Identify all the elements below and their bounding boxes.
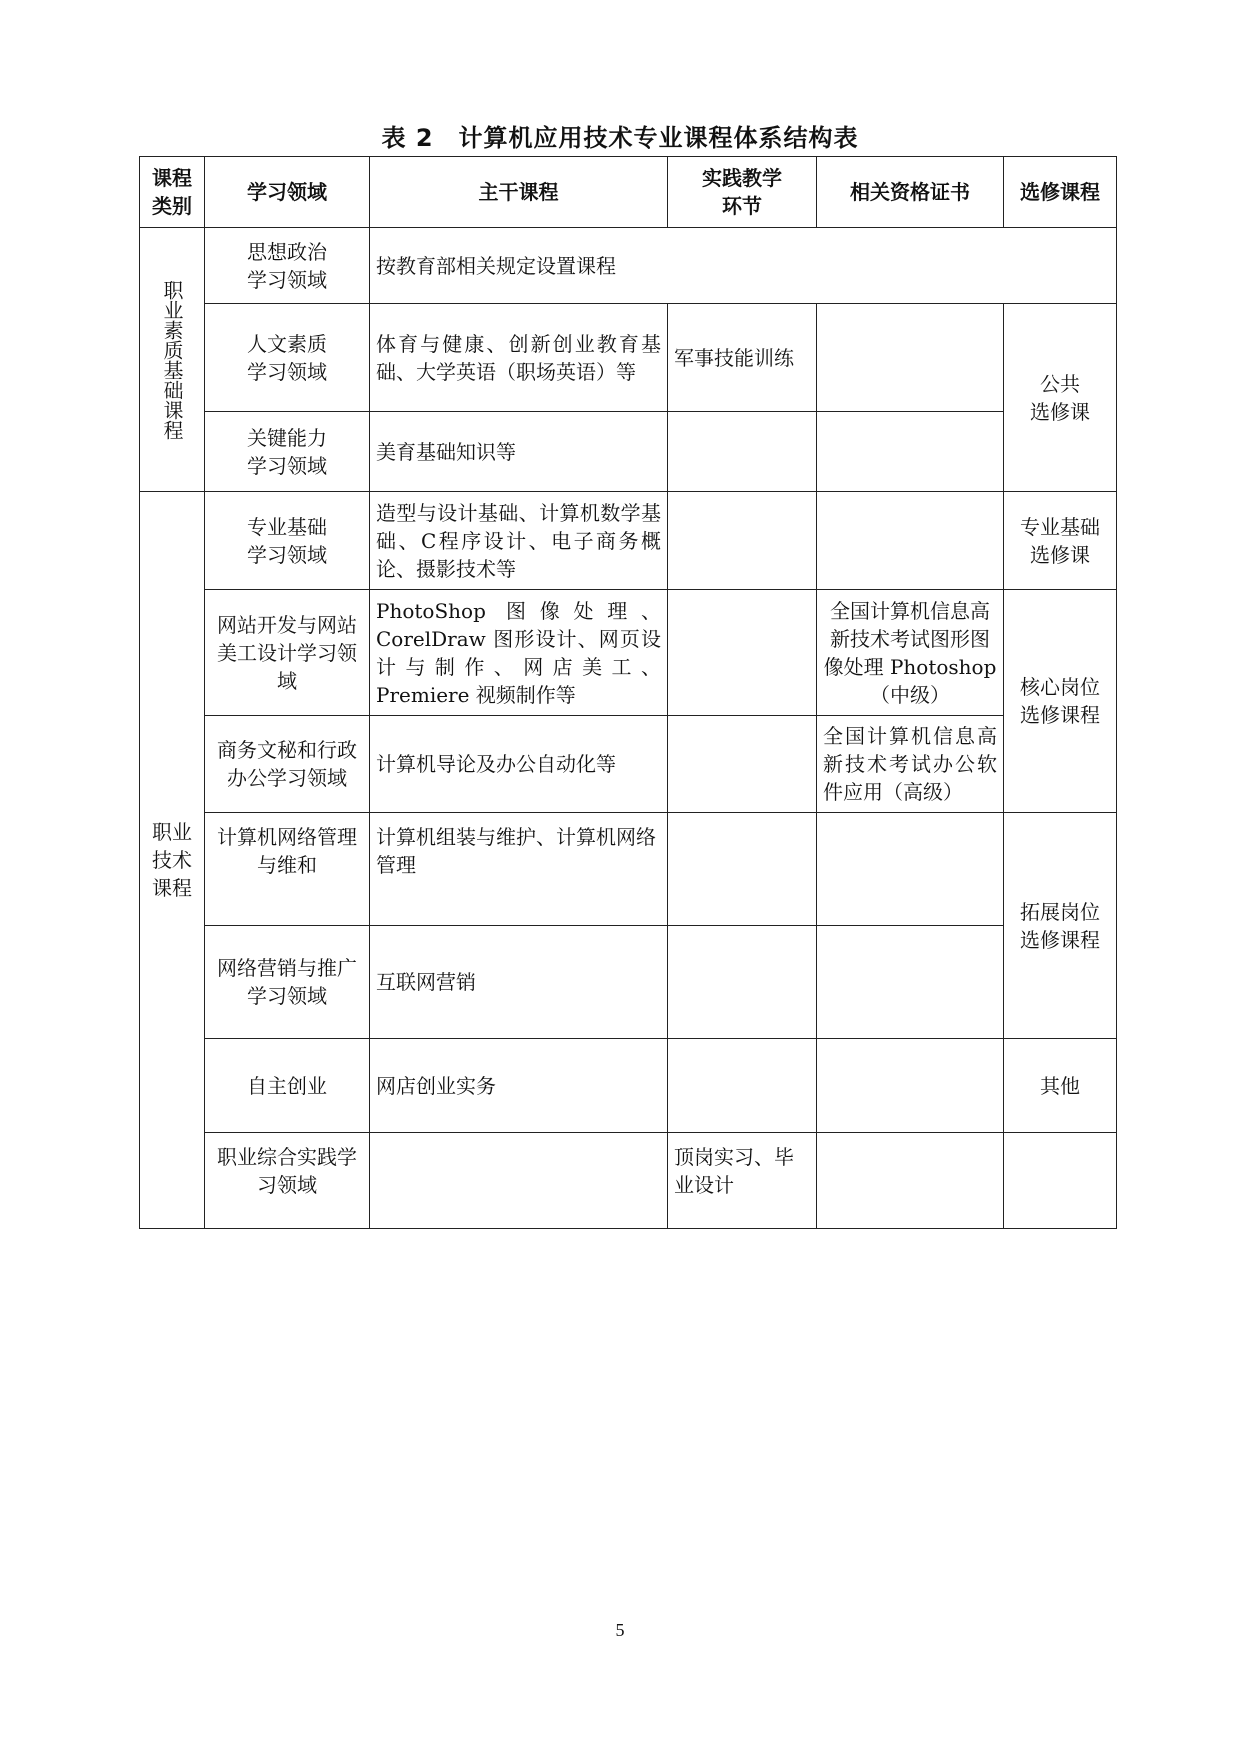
elective-cell: [1004, 1133, 1117, 1229]
domain-cell: 思想政治 学习领域: [205, 228, 370, 304]
domain-cell: 商务文秘和行政办公学习领域: [205, 716, 370, 813]
main-course-cell: 计算机组装与维护、计算机网络管理: [370, 813, 668, 926]
main-course-cell: [370, 1133, 668, 1229]
practice-cell: 顶岗实习、毕业设计: [668, 1133, 817, 1229]
table-row: [140, 492, 1117, 590]
elective-extended-cell: 拓展岗位 选修课程: [1004, 813, 1117, 1039]
certificate-cell: [817, 1039, 1004, 1133]
practice-cell: [668, 926, 817, 1039]
main-course-cell: 计算机导论及办公自动化等: [370, 716, 668, 813]
practice-cell: 军事技能训练: [668, 304, 817, 412]
practice-cell: [668, 1039, 817, 1133]
header-certificate: 相关资格证书: [817, 157, 1004, 228]
header-practice: 实践教学 环节: [668, 157, 817, 228]
certificate-cell: 全国计算机信息高新技术考试办公软件应用（高级）: [817, 716, 1004, 813]
table-row: [140, 412, 1117, 492]
table-row: [140, 1039, 1117, 1133]
main-course-cell: 互联网营销: [370, 926, 668, 1039]
main-course-cell: 按教育部相关规定设置课程: [370, 228, 1117, 304]
category-technical-cell: [140, 492, 205, 1229]
domain-cell: 人文素质 学习领域: [205, 304, 370, 412]
category-quality-cell: [140, 228, 205, 492]
header-main-courses: 主干课程: [370, 157, 668, 228]
domain-cell: 职业综合实践学习领域: [205, 1133, 370, 1229]
header-row: [140, 157, 1117, 228]
practice-cell: [668, 492, 817, 590]
page-number: 5: [615, 1620, 625, 1640]
table-row: [140, 813, 1117, 926]
certificate-cell: [817, 412, 1004, 492]
domain-cell: 计算机网络管理与维和: [205, 813, 370, 926]
header-elective: 选修课程: [1004, 157, 1117, 228]
elective-core-cell: 核心岗位 选修课程: [1004, 590, 1117, 813]
header-domain: 学习领域: [205, 157, 370, 228]
main-course-cell: 网店创业实务: [370, 1039, 668, 1133]
main-course-cell: 美育基础知识等: [370, 412, 668, 492]
table-row: [140, 926, 1117, 1039]
domain-cell: 关键能力 学习领域: [205, 412, 370, 492]
header-category: 课程 类别: [140, 157, 205, 228]
certificate-cell: 全国计算机信息高新技术考试图形图像处理 Photoshop（中级）: [817, 590, 1004, 716]
certificate-cell: [817, 304, 1004, 412]
category-quality-label: 职业素质基础课程: [160, 279, 184, 440]
certificate-cell: [817, 1133, 1004, 1229]
table-row: [140, 304, 1117, 412]
domain-cell: 自主创业: [205, 1039, 370, 1133]
table-row: [140, 1133, 1117, 1229]
practice-cell: [668, 716, 817, 813]
elective-public-cell: 公共 选修课: [1004, 304, 1117, 492]
table-title: 表 2 计算机应用技术专业课程体系结构表: [381, 124, 859, 152]
certificate-cell: [817, 926, 1004, 1039]
elective-professional-base-cell: 专业基础 选修课: [1004, 492, 1117, 590]
practice-cell: [668, 813, 817, 926]
domain-cell: 网站开发与网站美工设计学习领域: [205, 590, 370, 716]
curriculum-table: [139, 156, 1117, 1229]
practice-cell: [668, 590, 817, 716]
table-row: [140, 590, 1117, 716]
main-course-cell: 造型与设计基础、计算机数学基础、C程序设计、电子商务概论、摄影技术等: [370, 492, 668, 590]
main-course-cell: PhotoShop 图像处理、CorelDraw 图形设计、网页设计与制作、网店美工、Premiere 视频制作等: [370, 590, 668, 716]
category-technical-label: 职业 技术 课程: [152, 820, 192, 900]
main-course-cell: 体育与健康、创新创业教育基础、大学英语（职场英语）等: [370, 304, 668, 412]
domain-cell: 专业基础 学习领域: [205, 492, 370, 590]
certificate-cell: [817, 813, 1004, 926]
certificate-cell: [817, 492, 1004, 590]
table-row: [140, 228, 1117, 304]
elective-other-cell: 其他: [1004, 1039, 1117, 1133]
table-row: [140, 716, 1117, 813]
domain-cell: 网络营销与推广学习领域: [205, 926, 370, 1039]
practice-cell: [668, 412, 817, 492]
